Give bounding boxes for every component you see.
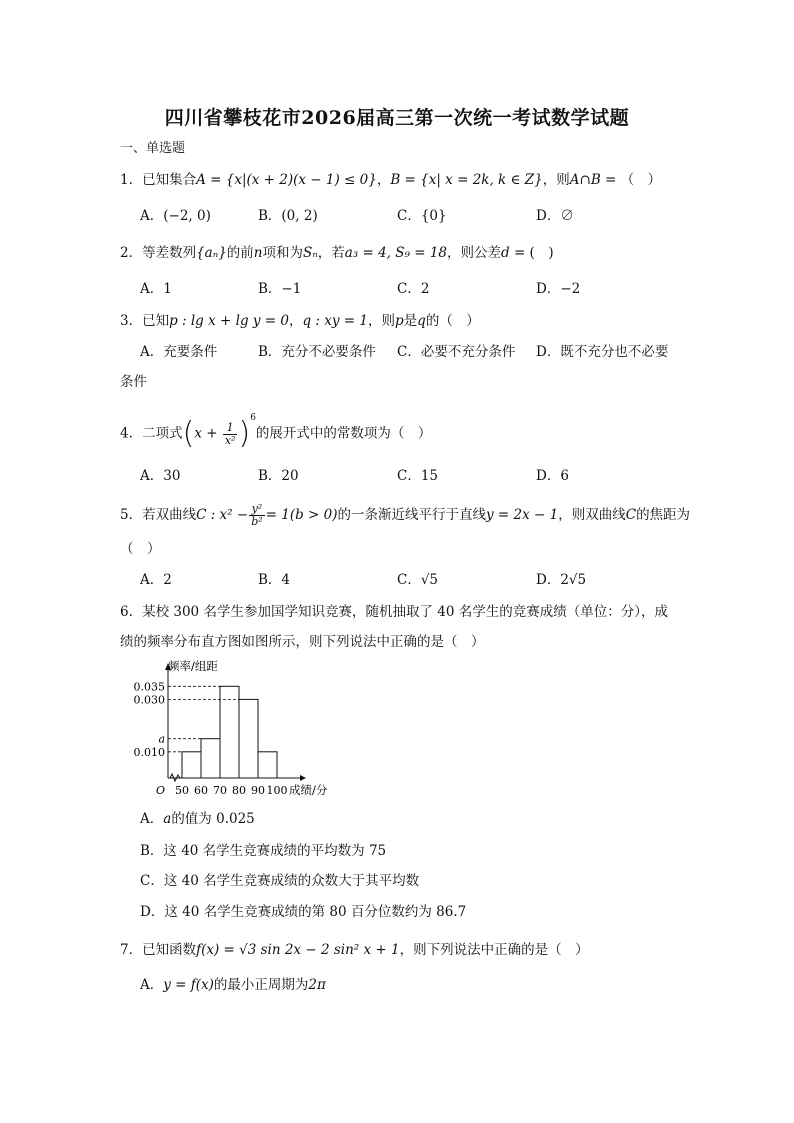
q2-cond: a₃ = 4, S₉ = 18 bbox=[344, 245, 447, 261]
q6-option-a-text: 的值为 0.025 bbox=[171, 811, 255, 827]
q1-stem-b: ，则 bbox=[542, 172, 570, 188]
section-heading: 一、单选题 bbox=[120, 141, 186, 156]
q6-option-a-var: a bbox=[163, 811, 172, 827]
x-tick-label: 80 bbox=[232, 784, 246, 797]
q2-n: n bbox=[253, 245, 263, 261]
q5-fraction bbox=[249, 503, 264, 528]
q2-text-a: 2．等差数列 bbox=[120, 245, 197, 261]
histogram-bar bbox=[182, 752, 201, 778]
q2-text-e: ，则公差 bbox=[447, 245, 501, 261]
question-6-line-2: 绩的频率分布直方图如图所示，则下列说法中正确的是（ ） bbox=[120, 634, 485, 650]
q6-option-a-prefix: A． bbox=[140, 811, 164, 827]
q5-frac-den: b² bbox=[251, 515, 263, 528]
q4-option-c[interactable]: C．15 bbox=[397, 468, 439, 484]
q3-text-c: ，则 bbox=[368, 313, 395, 329]
q5-option-d[interactable]: D．2√5 bbox=[536, 572, 587, 588]
y-axis-label: 频率/组距 bbox=[168, 660, 218, 673]
histogram-bar bbox=[201, 739, 220, 778]
q4-x: x bbox=[194, 425, 202, 442]
x-axis-label: 成绩/分 bbox=[289, 783, 328, 797]
question-1 bbox=[120, 170, 661, 190]
q4-option-b[interactable]: B．20 bbox=[258, 468, 299, 484]
q7-function: f(x) = √3 sin 2x − 2 sin² x + 1 bbox=[196, 942, 400, 958]
q1-option-b[interactable]: B．(0, 2) bbox=[258, 208, 318, 224]
q5-c: C bbox=[625, 507, 637, 523]
q6-option-a[interactable] bbox=[140, 809, 255, 829]
q6-option-b[interactable]: B．这 40 名学生竞赛成绩的平均数为 75 bbox=[140, 843, 387, 859]
origin-label: O bbox=[156, 784, 166, 797]
y-tick-label: 0.030 bbox=[133, 693, 165, 707]
x-tick-label: 90 bbox=[251, 784, 265, 797]
q2-text-c: 项和为 bbox=[262, 245, 303, 261]
q2-option-d[interactable]: D．−2 bbox=[536, 281, 581, 297]
question-5 bbox=[120, 500, 690, 530]
q4-left-paren: ( bbox=[182, 416, 195, 451]
q4-fraction bbox=[223, 422, 238, 447]
x-tick-label: 70 bbox=[213, 784, 227, 797]
q1-sep: ， bbox=[376, 172, 391, 188]
histogram-bar bbox=[258, 752, 277, 778]
q4-frac-den: x² bbox=[224, 433, 236, 447]
q5-text-a: 5．若双曲线 bbox=[120, 507, 197, 523]
q2-text-b: 的前 bbox=[226, 245, 254, 261]
q3-q: q : xy = 1 bbox=[302, 313, 368, 329]
q3-option-d[interactable]: D．既不充分也不必要 bbox=[536, 344, 669, 360]
q1-stem-a: 1．已知集合 bbox=[120, 172, 197, 188]
q3-option-a[interactable]: A．充要条件 bbox=[140, 344, 218, 360]
q3-text-b: ， bbox=[289, 313, 303, 329]
q5-continued: （ ） bbox=[120, 541, 161, 557]
q4-frac-num: 1 bbox=[223, 422, 238, 435]
q3-p: p : lg x + lg y = 0 bbox=[169, 313, 289, 329]
q4-right-paren: ) bbox=[238, 416, 251, 451]
q1-set-b: B = {x| x = 2k, k ∈ Z} bbox=[390, 172, 543, 188]
q7-text-a: 7．已知函数 bbox=[120, 942, 197, 958]
q3-text-d: 是 bbox=[403, 313, 418, 329]
q5-curve-b: = 1(b > 0) bbox=[265, 507, 338, 523]
q3-q2: q bbox=[417, 313, 426, 329]
q5-text-b: 的一条渐近线平行于直线 bbox=[337, 507, 486, 523]
q2-option-b[interactable]: B．−1 bbox=[258, 281, 302, 297]
q6-option-d[interactable]: D．这 40 名学生竞赛成绩的第 80 百分位数约为 86.7 bbox=[140, 904, 467, 920]
q2-seq: {aₙ} bbox=[196, 245, 227, 261]
q7-option-a-text: 的最小正周期为 bbox=[213, 977, 309, 993]
q5-line: y = 2x − 1 bbox=[486, 507, 559, 523]
x-tick-label: 50 bbox=[175, 784, 189, 797]
q4-text-b: 的展开式中的常数项为（ ） bbox=[255, 425, 432, 442]
q1-set-a: A = {x|(x + 2)(x − 1) ≤ 0} bbox=[196, 172, 377, 188]
histogram-chart bbox=[122, 660, 352, 800]
histogram-bar bbox=[220, 686, 239, 778]
q3-option-b[interactable]: B．充分不必要条件 bbox=[258, 344, 376, 360]
x-tick-label: 60 bbox=[194, 784, 208, 797]
x-tick-label: 100 bbox=[266, 784, 288, 797]
q2-option-a[interactable]: A．1 bbox=[140, 281, 172, 297]
q7-text-b: ，则下列说法中正确的是（ ） bbox=[399, 942, 589, 958]
question-2 bbox=[120, 243, 554, 263]
histogram-bar bbox=[239, 699, 258, 778]
q3-p2: p bbox=[395, 313, 404, 329]
q4-text-a: 4．二项式 bbox=[120, 425, 183, 442]
page-title: 四川省攀枝花市2026届高三第一次统一考试数学试题 bbox=[164, 107, 630, 129]
y-tick-label: 0.035 bbox=[133, 680, 165, 694]
q1-option-a[interactable]: A．(−2, 0) bbox=[140, 208, 211, 224]
q7-option-a[interactable] bbox=[140, 975, 326, 995]
q2-option-c[interactable]: C．2 bbox=[397, 281, 430, 297]
q1-option-d[interactable]: D．∅ bbox=[536, 208, 574, 224]
q1-expr: A∩B bbox=[569, 172, 601, 188]
q5-option-a[interactable]: A．2 bbox=[140, 572, 172, 588]
q3-option-c[interactable]: C．必要不充分条件 bbox=[397, 344, 516, 360]
q2-text-d: ，若 bbox=[317, 245, 345, 261]
x-axis-arrow bbox=[300, 775, 306, 781]
q7-option-a-value: 2π bbox=[308, 977, 326, 993]
q7-option-a-prefix: A． bbox=[140, 977, 164, 993]
q3-text-e: 的（ ） bbox=[425, 313, 480, 329]
question-6-line-1: 6．某校 300 名学生参加国学知识竞赛，随机抽取了 40 名学生的竞赛成绩（单位：分），成 bbox=[120, 604, 668, 620]
q4-exponent: 6 bbox=[250, 413, 256, 423]
q4-option-a[interactable]: A．30 bbox=[140, 468, 181, 484]
q5-option-b[interactable]: B．4 bbox=[258, 572, 291, 588]
q2-d: d bbox=[501, 245, 510, 261]
q5-text-c: ，则双曲线 bbox=[558, 507, 626, 523]
question-4 bbox=[120, 412, 431, 452]
q2-text-f: = ( ) bbox=[509, 245, 554, 261]
q5-curve-a: C : x² − bbox=[196, 507, 249, 523]
q1-stem-c: = （ ） bbox=[600, 172, 662, 188]
q2-sn: Sₙ bbox=[303, 245, 318, 261]
question-3 bbox=[120, 311, 480, 331]
question-7 bbox=[120, 940, 589, 960]
q4-option-d[interactable]: D．6 bbox=[536, 468, 569, 484]
q5-option-c[interactable]: C．√5 bbox=[397, 572, 439, 588]
q4-plus: + bbox=[201, 425, 222, 442]
y-tick-label: 0.010 bbox=[133, 745, 165, 759]
q1-option-c[interactable]: C．{0} bbox=[397, 208, 447, 224]
q6-option-c[interactable]: C．这 40 名学生竞赛成绩的众数大于其平均数 bbox=[140, 873, 420, 889]
y-tick-label: a bbox=[158, 732, 165, 746]
q3-option-d-continued: 条件 bbox=[120, 374, 147, 390]
q5-frac-num: y² bbox=[249, 503, 264, 516]
q3-text-a: 3．已知 bbox=[120, 313, 170, 329]
q5-text-d: 的焦距为 bbox=[636, 507, 691, 523]
q7-option-a-math: y = f(x) bbox=[163, 977, 214, 993]
